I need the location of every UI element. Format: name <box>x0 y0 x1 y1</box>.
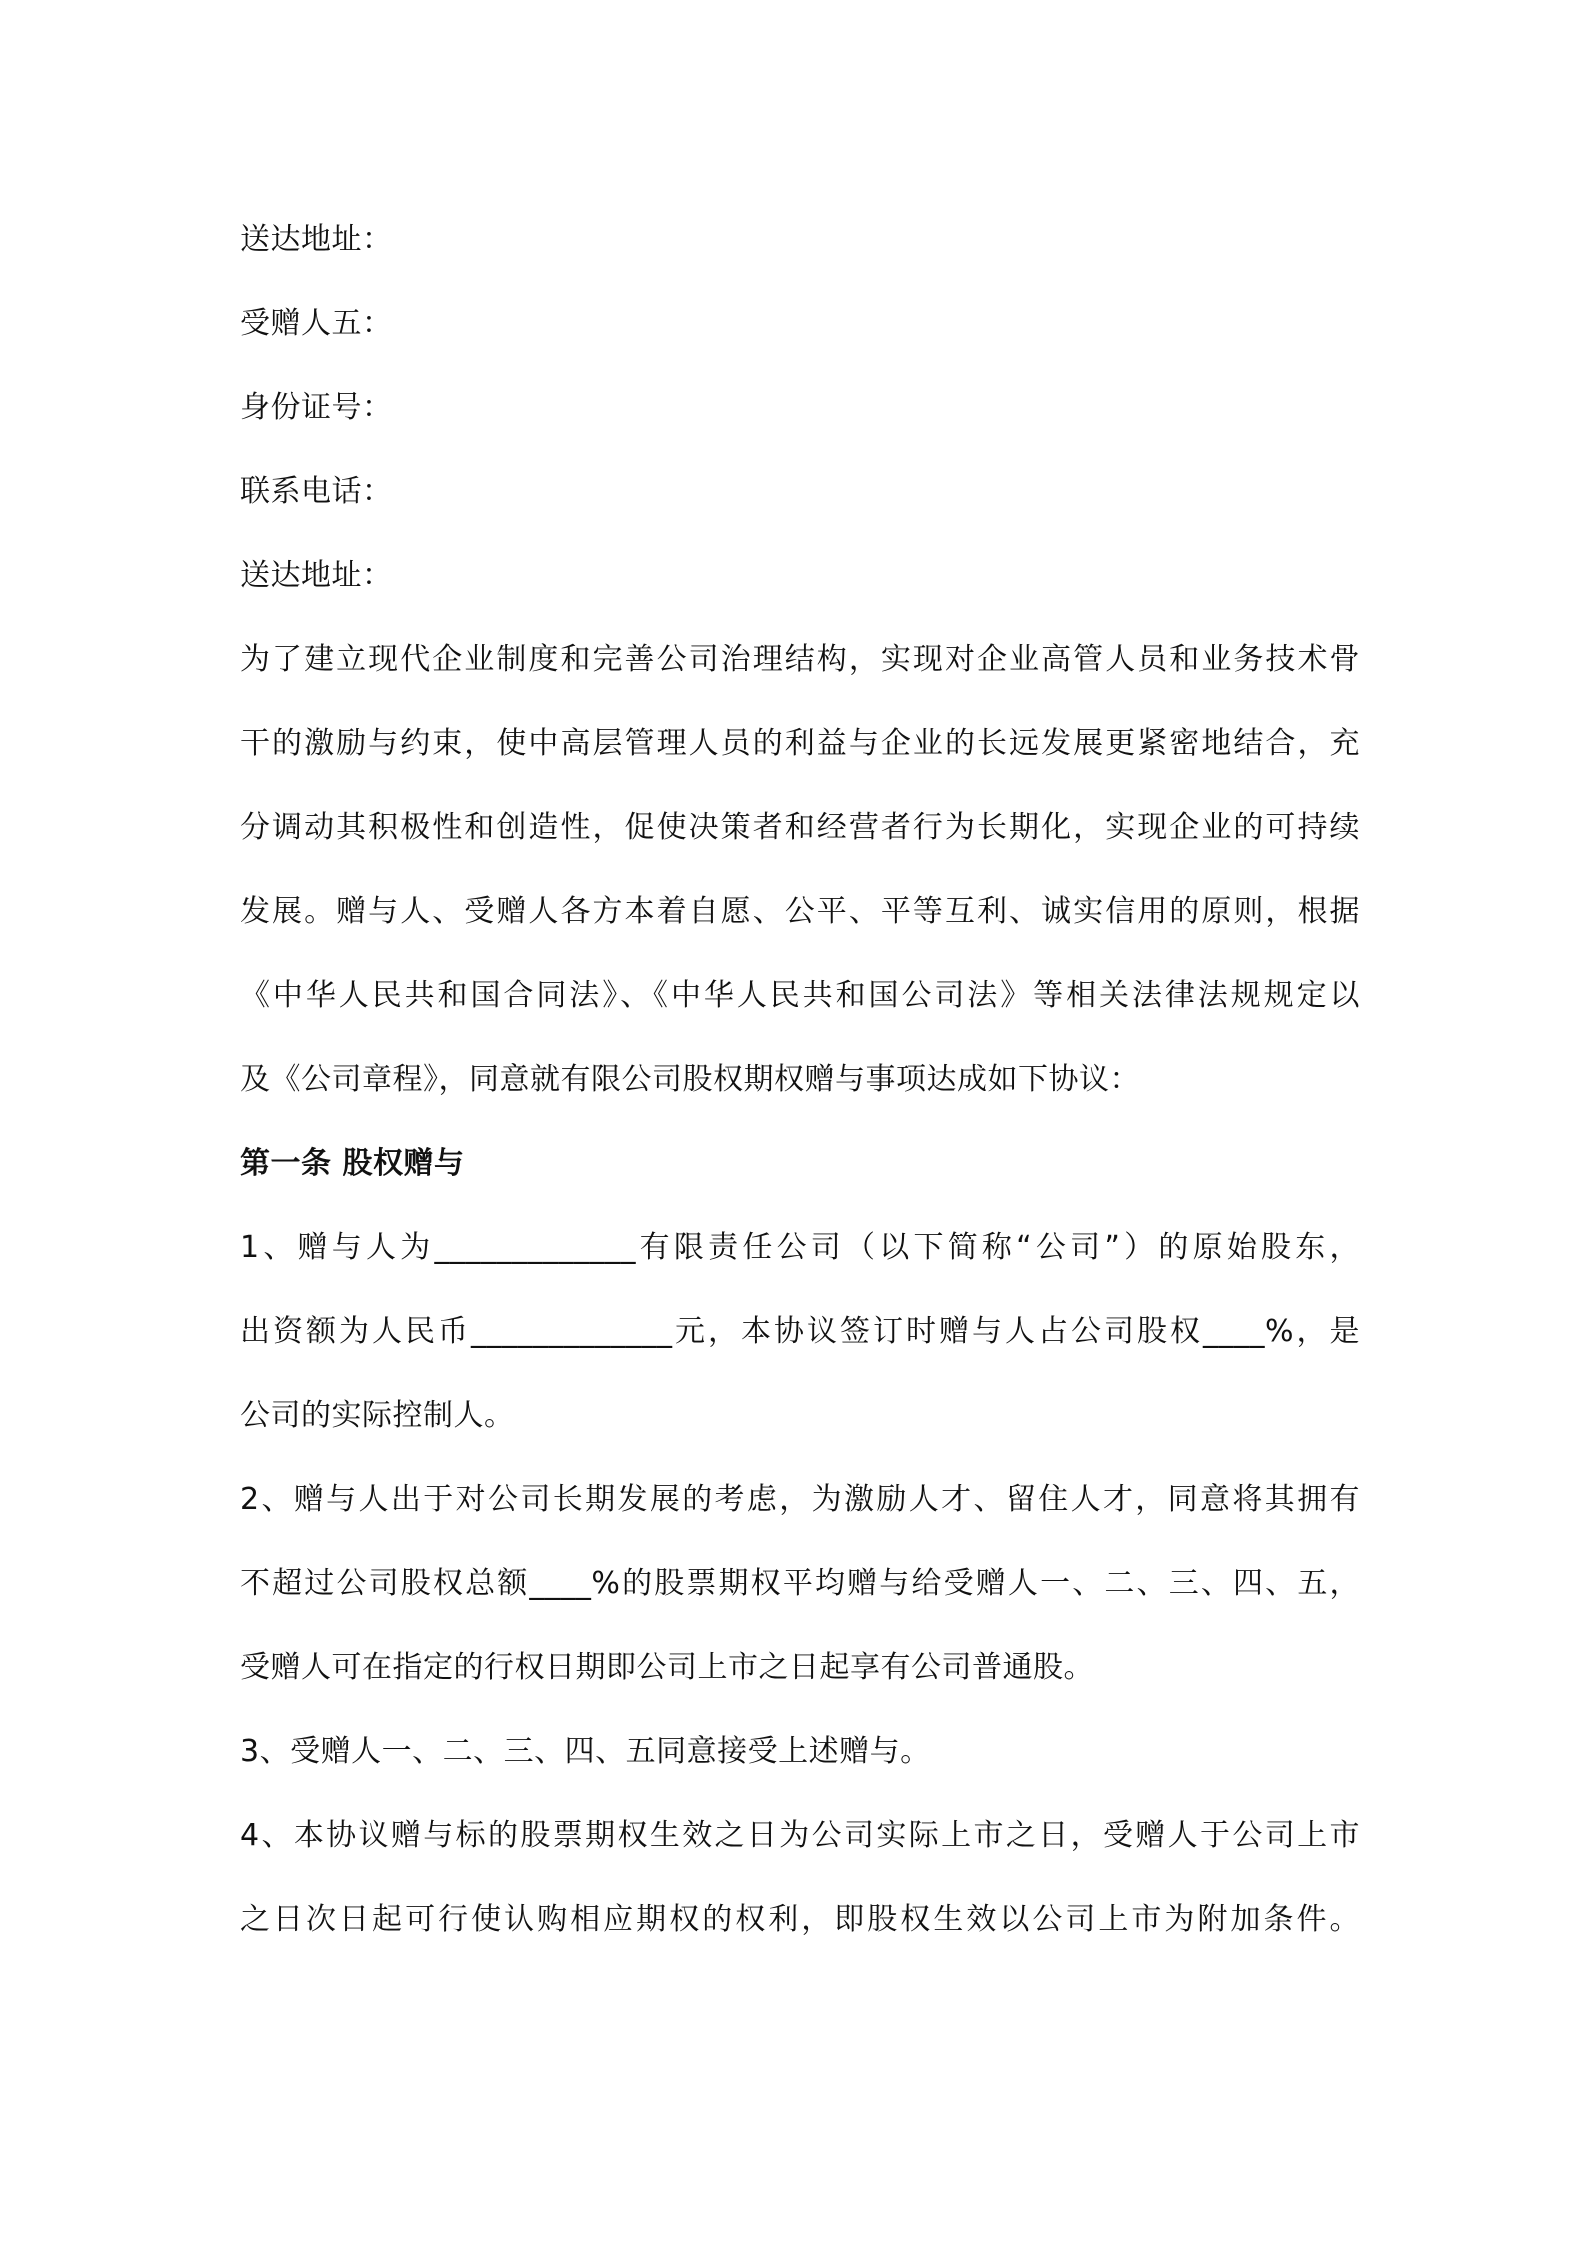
contact-phone-label: 联系电话： <box>240 474 393 509</box>
delivery-address-label: 送达地址： <box>240 222 393 257</box>
preamble-line-6: 及《公司章程》，同意就有限公司股权期权赠与事项达成如下协议： <box>240 1062 1140 1097</box>
preamble-line-1: 为了建立现代企业制度和完善公司治理结构，实现对企业高管人员和业务技术骨 <box>240 642 1360 677</box>
clause-3-line-1: 3、受赠人一、二、三、四、五同意接受上述赠与。 <box>240 1734 931 1769</box>
preamble-line-4: 发展。赠与人、受赠人各方本着自愿、公平、平等互利、诚实信用的原则，根据 <box>240 894 1360 929</box>
article-one-heading: 第一条 股权赠与 <box>240 1146 465 1181</box>
clause-2-line-2: 不超过公司股权总额____%的股票期权平均赠与给受赠人一、二、三、四、五， <box>240 1566 1360 1601</box>
clause-4-line-1: 4、本协议赠与标的股票期权生效之日为公司实际上市之日，受赠人于公司上市 <box>240 1818 1360 1853</box>
clause-2-line-3: 受赠人可在指定的行权日期即公司上市之日起享有公司普通股。 <box>240 1650 1094 1685</box>
clause-1-line-3: 公司的实际控制人。 <box>240 1398 515 1433</box>
clause-2-line-1: 2、赠与人出于对公司长期发展的考虑，为激励人才、留住人才，同意将其拥有 <box>240 1482 1360 1517</box>
delivery-address-label-2: 送达地址： <box>240 558 393 593</box>
document-page <box>240 198 1360 1962</box>
clause-4-line-2: 之日次日起可行使认购相应期权的权利，即股权生效以公司上市为附加条件。 <box>240 1902 1360 1937</box>
preamble-line-5: 《中华人民共和国合同法》、《中华人民共和国公司法》等相关法律法规规定以 <box>240 978 1360 1013</box>
id-number-label: 身份证号： <box>240 390 393 425</box>
clause-1-line-1: 1、赠与人为_____________有限责任公司（以下简称“公司”）的原始股东， <box>240 1230 1360 1265</box>
preamble-line-3: 分调动其积极性和创造性，促使决策者和经营者行为长期化，实现企业的可持续 <box>240 810 1360 845</box>
clause-1-line-2: 出资额为人民币_____________元，本协议签订时赠与人占公司股权____%，是 <box>240 1314 1360 1349</box>
donee-five-label: 受赠人五： <box>240 306 393 341</box>
preamble-line-2: 干的激励与约束，使中高层管理人员的利益与企业的长远发展更紧密地结合，充 <box>240 726 1360 761</box>
